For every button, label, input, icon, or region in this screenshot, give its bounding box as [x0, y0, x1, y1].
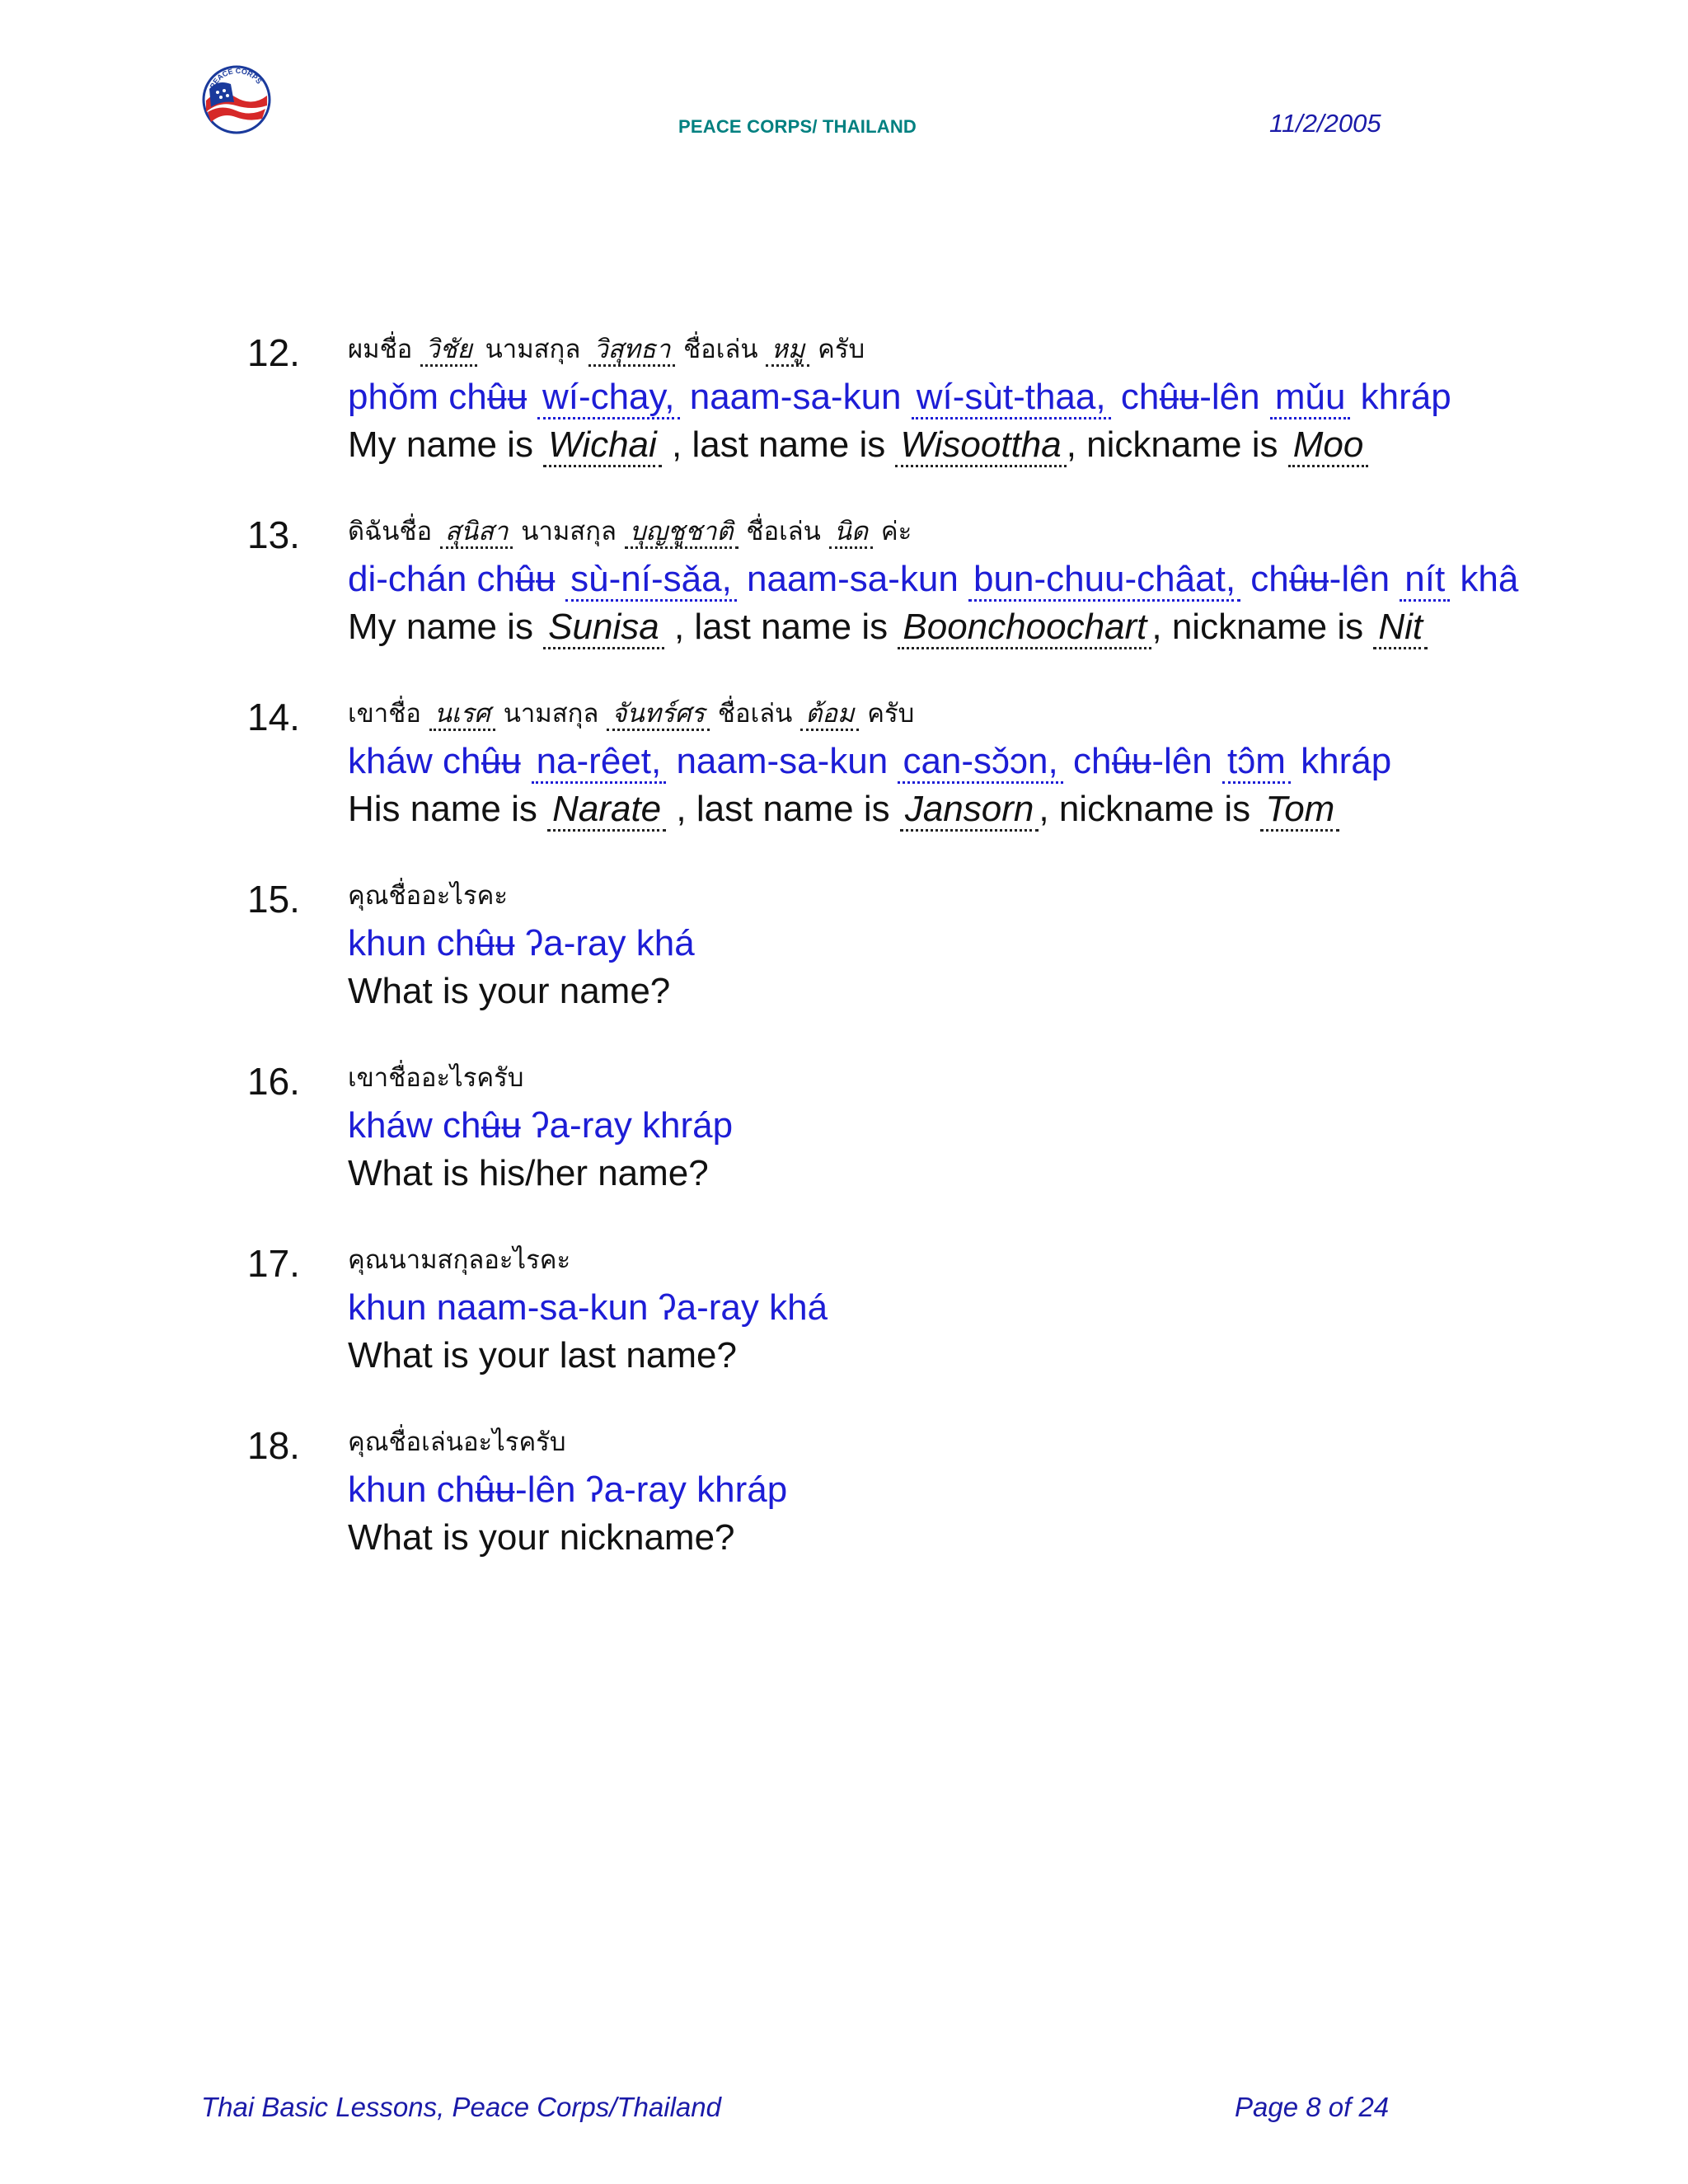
text-segment: คุณนามสกุลอะไรคะ	[348, 1245, 571, 1275]
text-segment: เขาชื่ออะไรครับ	[348, 1063, 524, 1093]
text-segment: phǒm chʉ̂ʉ	[348, 377, 537, 417]
transliteration-line	[348, 1466, 1533, 1514]
text-segment: khun chʉ̂ʉ-lên ʔa-ray khráp	[348, 1469, 788, 1510]
fill-in-blank: na-rêet,	[532, 741, 667, 784]
fill-in-blank: nít	[1400, 559, 1450, 602]
text-segment: His name is	[348, 789, 548, 829]
text-segment: What is your nickname?	[348, 1517, 735, 1558]
text-segment: What is your last name?	[348, 1335, 737, 1376]
footer-title: Thai Basic Lessons, Peace Corps/Thailand	[201, 2092, 721, 2122]
item-number: 18.	[247, 1424, 300, 1467]
fill-in-blank: mǔu	[1270, 377, 1351, 419]
thai-line	[348, 326, 1533, 373]
fill-in-blank: can-sɔ̌ɔn,	[898, 741, 1062, 784]
thai-line	[348, 508, 1533, 555]
transliteration-line	[348, 738, 1533, 785]
fill-in-blank: วิชัย	[420, 335, 477, 367]
item-body	[348, 872, 1533, 1015]
fill-in-blank: Tom	[1260, 789, 1339, 832]
english-line	[348, 1150, 1533, 1197]
item-body	[348, 1236, 1533, 1380]
transliteration-line	[348, 1102, 1533, 1150]
footer-page-number: Page 8 of 24	[1235, 2092, 1390, 2122]
fill-in-blank: Jansorn	[900, 789, 1039, 832]
fill-in-blank: bun-chuu-châat,	[968, 559, 1240, 602]
text-segment: นามสกุล	[495, 699, 607, 729]
text-segment: naam-sa-kun	[736, 559, 969, 599]
text-segment: ครับ	[809, 335, 865, 364]
thai-line	[348, 872, 1533, 920]
text-segment: naam-sa-kun	[679, 377, 912, 417]
transliteration-line	[348, 920, 1533, 968]
fill-in-blank: Narate	[547, 789, 666, 832]
english-line	[348, 1332, 1533, 1380]
text-segment: ชื่อเล่น	[675, 335, 767, 364]
item-number: 12.	[247, 331, 300, 374]
text-segment: คุณชื่ออะไรคะ	[348, 881, 509, 911]
text-segment: What is his/her name?	[348, 1153, 709, 1193]
text-segment: chʉ̂ʉ-lên	[1062, 741, 1222, 781]
text-segment: khun chʉ̂ʉ ʔa-ray khá	[348, 923, 695, 963]
item-number: 13.	[247, 513, 300, 556]
text-segment: , last name is	[661, 424, 896, 465]
text-segment: , last name is	[663, 607, 898, 647]
item-number: 16.	[247, 1060, 300, 1103]
english-line	[348, 785, 1533, 833]
item-body	[348, 508, 1533, 651]
item-body	[348, 690, 1533, 833]
lesson-item	[247, 872, 1533, 1015]
logo-text: PEACE CORPS	[208, 66, 264, 90]
text-segment: chʉ̂ʉ-lên	[1110, 377, 1270, 417]
item-body	[348, 1054, 1533, 1197]
item-number: 17.	[247, 1242, 300, 1285]
transliteration-line	[348, 373, 1533, 421]
lesson-item	[247, 1236, 1533, 1380]
text-segment: , last name is	[666, 789, 900, 829]
text-segment: kháw chʉ̂ʉ	[348, 741, 532, 781]
text-segment: ค่ะ	[873, 517, 912, 546]
fill-in-blank: Nit	[1373, 607, 1428, 649]
text-segment: khun naam-sa-kun ʔa-ray khá	[348, 1287, 828, 1328]
text-segment: ชื่อเล่น	[738, 517, 829, 546]
text-segment: What is your name?	[348, 971, 671, 1011]
text-segment: di-chán chʉ̂ʉ	[348, 559, 566, 599]
lesson-item	[247, 1054, 1533, 1197]
fill-in-blank: จันทร์ศร	[607, 699, 710, 731]
text-segment: kháw chʉ̂ʉ ʔa-ray khráp	[348, 1105, 734, 1146]
text-segment: khráp	[1350, 377, 1451, 417]
text-segment: คุณชื่อเล่นอะไรครับ	[348, 1427, 566, 1457]
thai-line	[348, 1236, 1533, 1284]
text-segment: นามสกุล	[513, 517, 625, 546]
text-segment: , nickname is	[1039, 789, 1261, 829]
fill-in-blank: Moo	[1288, 424, 1369, 467]
fill-in-blank: Sunisa	[543, 607, 664, 649]
fill-in-blank: Wisoottha	[895, 424, 1066, 467]
fill-in-blank: wí-chay,	[537, 377, 680, 419]
lesson-item	[247, 508, 1533, 651]
english-line	[348, 968, 1533, 1015]
text-segment: My name is	[348, 607, 544, 647]
lesson-item	[247, 326, 1533, 469]
item-body	[348, 326, 1533, 469]
fill-in-blank: นิด	[829, 517, 873, 549]
fill-in-blank: สุนิสา	[440, 517, 513, 549]
text-segment: , nickname is	[1151, 607, 1374, 647]
fill-in-blank: บุญชูชาติ	[625, 517, 738, 549]
peace-corps-flag-icon	[201, 64, 272, 135]
text-segment: khráp	[1290, 741, 1392, 781]
english-line	[348, 1514, 1533, 1562]
item-body	[348, 1418, 1533, 1562]
text-segment: chʉ̂ʉ-lên	[1240, 559, 1400, 599]
text-segment: ดิฉันชื่อ	[348, 517, 440, 546]
fill-in-blank: วิสุทธา	[588, 335, 675, 367]
text-segment: ชื่อเล่น	[710, 699, 801, 729]
item-number: 14.	[247, 696, 300, 738]
thai-line	[348, 1054, 1533, 1102]
fill-in-blank: sù-ní-sǎa,	[565, 559, 737, 602]
text-segment: My name is	[348, 424, 544, 465]
english-line	[348, 603, 1533, 651]
text-segment: naam-sa-kun	[666, 741, 898, 781]
fill-in-blank: นเรศ	[429, 699, 495, 731]
peace-corps-logo-icon	[201, 64, 272, 135]
transliteration-line	[348, 1284, 1533, 1332]
text-segment: นามสกุล	[476, 335, 589, 364]
text-segment: ผมชื่อ	[348, 335, 421, 364]
header-date: 11/2/2005	[1269, 109, 1381, 138]
thai-line	[348, 1418, 1533, 1466]
fill-in-blank: tɔ̂m	[1222, 741, 1291, 784]
fill-in-blank: wí-sùt-thaa,	[912, 377, 1111, 419]
transliteration-line	[348, 555, 1533, 603]
text-segment: , nickname is	[1066, 424, 1288, 465]
item-number: 15.	[247, 878, 300, 921]
lesson-item	[247, 1418, 1533, 1562]
text-segment: เขาชื่อ	[348, 699, 429, 729]
fill-in-blank: หมู	[766, 335, 809, 367]
fill-in-blank: ต้อม	[800, 699, 859, 731]
header-organization: PEACE CORPS/ THAILAND	[678, 116, 917, 137]
thai-line	[348, 690, 1533, 738]
lesson-items	[247, 326, 1533, 1601]
fill-in-blank: Boonchoochart	[898, 607, 1151, 649]
fill-in-blank: Wichai	[543, 424, 662, 467]
lesson-item	[247, 690, 1533, 833]
english-line	[348, 421, 1533, 469]
text-segment: khâ	[1450, 559, 1519, 599]
text-segment: ครับ	[859, 699, 915, 729]
